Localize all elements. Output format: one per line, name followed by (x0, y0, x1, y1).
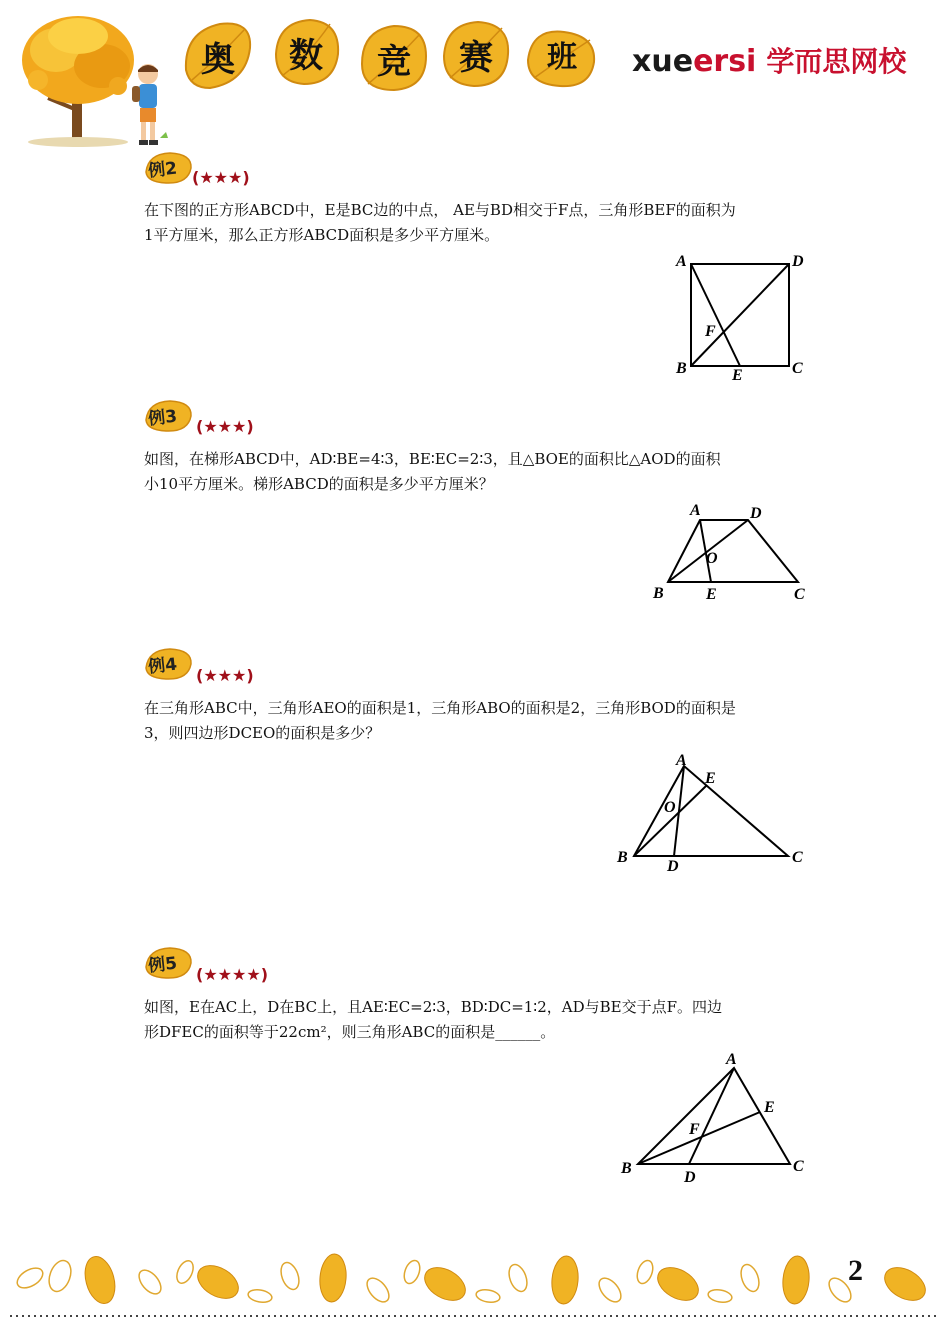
point-label: B (621, 1160, 632, 1177)
triangle-figure-5 (612, 1046, 812, 1186)
page-number: 2 (848, 1254, 863, 1287)
difficulty-stars: (★★★) (196, 666, 254, 685)
leaf-footer-decoration (0, 1250, 950, 1344)
example-badge-label: 例2 (147, 158, 179, 182)
problem-line: 在下图的正方形ABCD中，E是BC边的中点， AE与BD相交于F点，三角形BEF的面积为 (144, 201, 736, 219)
problem-line: 形DFEC的面积等于22cm²，则三角形ABC的面积是______。 (144, 1023, 556, 1041)
point-label: A (676, 253, 687, 270)
segment-ae (691, 264, 740, 366)
title-leaf-4 (438, 16, 514, 92)
point-label: O (664, 799, 676, 816)
example-badge-4 (144, 646, 194, 682)
brand-chinese: 学而思网校 (766, 45, 907, 78)
point-label: E (705, 770, 716, 787)
problem-line: 1平方厘米，那么正方形ABCD面积是多少平方厘米。 (144, 226, 500, 244)
point-label: C (794, 586, 805, 603)
segment-bd (691, 264, 789, 366)
problem-line: 3，则四边形DCEO的面积是多少？ (144, 724, 381, 742)
point-label: A (690, 502, 701, 519)
problem-text (144, 447, 809, 497)
example-badge-label: 例4 (147, 654, 179, 678)
title-char-3: 竞 (377, 42, 411, 82)
point-label: A (726, 1051, 737, 1068)
title-char-1: 奥 (201, 40, 235, 80)
example-badge-label: 例3 (147, 406, 179, 430)
problem-text (144, 995, 809, 1045)
title-leaf-2 (268, 14, 344, 90)
problem-text (144, 696, 809, 746)
difficulty-stars: (★★★) (196, 417, 254, 436)
example-badge-3 (144, 398, 194, 434)
point-label: B (653, 585, 664, 602)
title-char-5: 班 (547, 40, 577, 75)
point-label: D (750, 505, 762, 522)
example-badge-2 (144, 150, 194, 186)
point-label: F (705, 323, 716, 340)
brand-latin-a: xue (632, 44, 694, 79)
triangle-abc (638, 1068, 790, 1164)
point-label: C (792, 360, 803, 377)
autumn-tree-icon (18, 10, 138, 150)
segment-ad (689, 1068, 734, 1164)
problem-line: 如图，在梯形ABCD中，AD∶BE=4∶3，BE∶EC=2∶3，且△BOE的面积比△AOD的面积 (144, 450, 721, 468)
point-label: E (732, 367, 743, 384)
problem-text (144, 198, 809, 248)
point-label: D (667, 858, 679, 875)
segment-be (634, 786, 706, 856)
square-figure (670, 248, 820, 386)
brand-latin-b: ersi (693, 44, 757, 79)
triangle-figure-4 (612, 746, 812, 876)
problem-line: 小10平方厘米。梯形ABCD的面积是多少平方厘米？ (144, 475, 494, 493)
point-label: O (706, 550, 718, 567)
point-label: D (684, 1169, 696, 1186)
brand-logo (632, 40, 906, 80)
point-label: C (792, 849, 803, 866)
boy-character-icon (128, 62, 172, 148)
difficulty-stars: (★★★) (192, 168, 250, 187)
point-label: D (792, 253, 804, 270)
point-label: A (676, 752, 687, 769)
trapezoid-figure (648, 498, 818, 608)
trapezoid-abcd (668, 520, 798, 582)
problem-line: 如图，E在AC上，D在BC上，且AE∶EC=2∶3，BD∶DC=1∶2，AD与BE交于点F。四边 (144, 998, 722, 1016)
point-label: E (706, 586, 717, 603)
title-char-2: 数 (289, 36, 323, 76)
title-leaf-3 (356, 20, 432, 96)
point-label: B (617, 849, 628, 866)
example-badge-5 (144, 945, 194, 981)
difficulty-stars: (★★★★) (196, 965, 268, 984)
point-label: B (676, 360, 687, 377)
segment-be (638, 1112, 760, 1164)
title-leaf-5 (524, 22, 600, 98)
title-char-4: 赛 (459, 38, 493, 78)
point-label: E (764, 1099, 775, 1116)
problem-line: 在三角形ABC中，三角形AEO的面积是1，三角形ABO的面积是2，三角形BOD的面积是 (144, 699, 736, 717)
point-label: F (689, 1121, 700, 1138)
point-label: C (793, 1158, 804, 1175)
example-badge-label: 例5 (147, 953, 179, 977)
title-leaf-1 (180, 18, 256, 94)
